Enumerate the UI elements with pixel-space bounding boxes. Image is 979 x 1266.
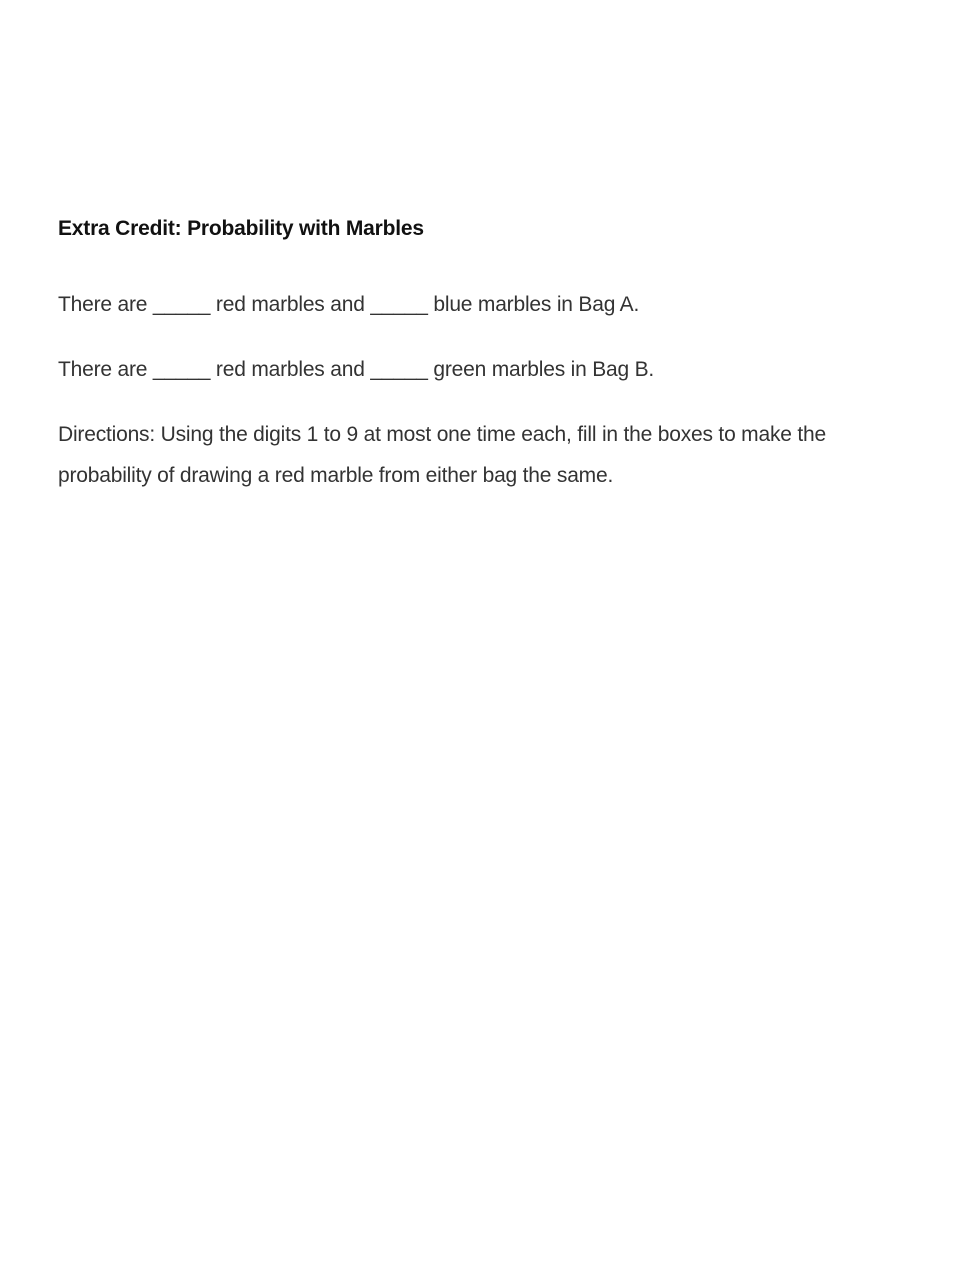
bag-a-blue-blank: _____ [370,293,428,316]
worksheet-title: Extra Credit: Probability with Marbles [58,217,424,240]
bag-a-prefix: There are [58,293,153,316]
bag-a-suffix: blue marbles in Bag A. [427,293,640,316]
bag-b-statement [58,349,918,390]
bag-b-red-blank: _____ [152,358,211,381]
bag-a-red-blank: _____ [152,293,211,316]
bag-b-middle: red marbles and [210,358,371,381]
bag-b-green-blank: _____ [370,358,428,381]
directions: Directions: Using the digits 1 to 9 at most one time each, fill in the boxes to make the probability of drawing a red marble from either bag the same. [58,423,826,487]
worksheet [58,214,918,496]
bag-b-prefix: There are [58,358,153,381]
bag-a-statement [58,284,918,325]
bag-a-middle: red marbles and [210,293,371,316]
bag-b-suffix: green marbles in Bag B. [427,358,655,381]
